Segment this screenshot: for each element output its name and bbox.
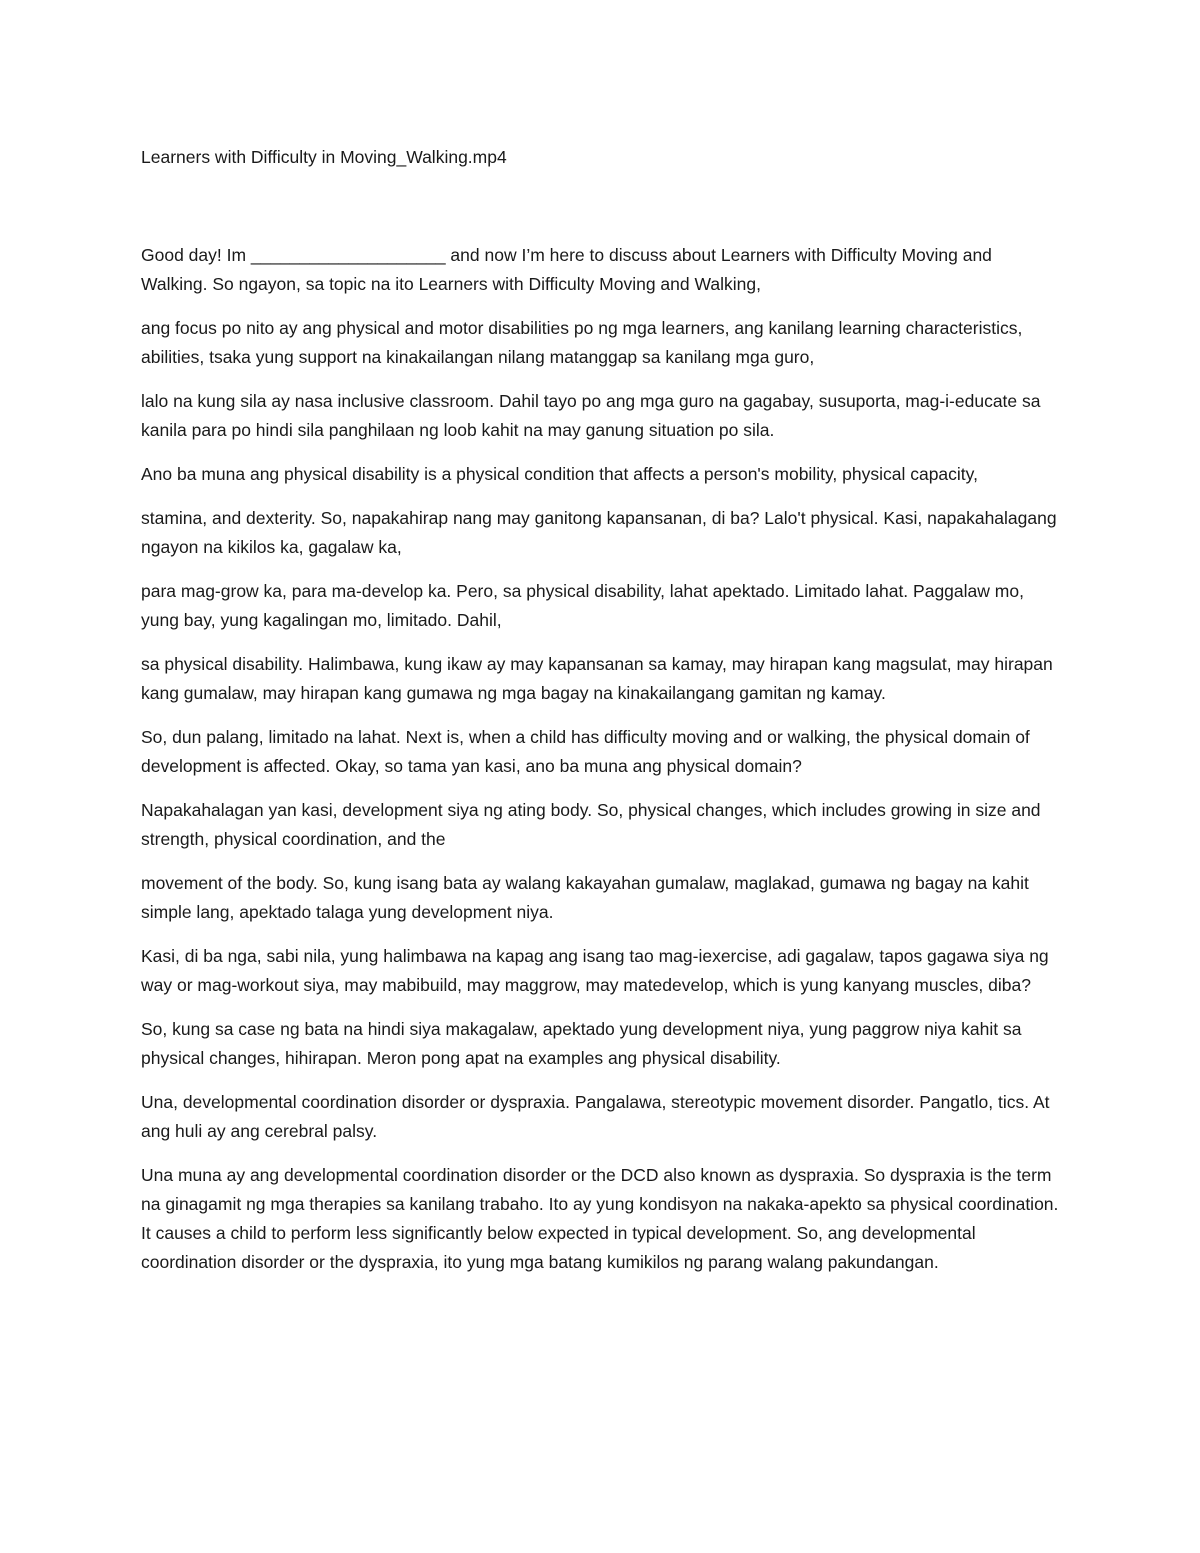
paragraph-four-examples: So, kung sa case ng bata na hindi siya makagalaw, apektado yung development niya, yung paggrow niya kahit sa physical changes, hihirapan. Meron pong apat na examples ang physical disability. [141,1019,1022,1068]
document-body [141,143,1061,1292]
paragraph-list-of-disorders: Una, developmental coordination disorder or dyspraxia. Pangalawa, stereotypic movement disorder. Pangatlo, tics. At ang huli ay ang cerebral palsy. [141,1092,1050,1141]
paragraph-movement-of-body: movement of the body. So, kung isang bata ay walang kakayahan gumalaw, maglakad, gumawa ng bagay na kahit simple lang, apektado talaga yung development niya. [141,873,1029,922]
document-title: Learners with Difficulty in Moving_Walking.mp4 [141,147,507,167]
paragraph-physical-changes: Napakahalagan yan kasi, development siya ng ating body. So, physical changes, which includes growing in size and strength, physical coordination, and the [141,800,1041,849]
paragraph-focus: ang focus po nito ay ang physical and motor disabilities po ng mga learners, ang kanilang learning characteristics, abilities, tsaka yung support na kinakailangan nilang matanggap sa kanilang mga guro, [141,318,1023,367]
paragraph-grow-develop: para mag-grow ka, para ma-develop ka. Pero, sa physical disability, lahat apektado. Limitado lahat. Paggalaw mo, yung bay, yung kagalingan mo, limitado. Dahil, [141,581,1024,630]
paragraph-example-hand: sa physical disability. Halimbawa, kung ikaw ay may kapansanan sa kamay, may hirapan kang magsulat, may hirapan kang gumalaw, may hirapan kang gumawa ng mga bagay na kinakailangang gamitan ng kamay. [141,654,1053,703]
paragraph-dyspraxia: Una muna ay ang developmental coordination disorder or the DCD also known as dyspraxia. So dyspraxia is the term na ginagamit ng mga therapies sa kanilang trabaho. Ito ay yung kondisyon na nakaka-apekto sa physical coordination. It causes a child to perform less significantly below expected in typical development. So, ang developmental coordination disorder or the dyspraxia, ito yung mga batang kumikilos ng parang walang pakundangan. [141,1165,1059,1272]
paragraph-stamina-dexterity: stamina, and dexterity. So, napakahirap nang may ganitong kapansanan, di ba? Lalo't physical. Kasi, napakahalagang ngayon na kikilos ka, gagalaw ka, [141,508,1057,557]
paragraph-exercise-example: Kasi, di ba nga, sabi nila, yung halimbawa na kapag ang isang tao mag-iexercise, adi gagalaw, tapos gagawa siya ng way or mag-workout siya, may mabibuild, may maggrow, may matedevelop, which is yung kanyang muscles, diba? [141,946,1049,995]
paragraph-intro: Good day! Im ____________________ and now I’m here to discuss about Learners with Difficulty Moving and Walking. So ngayon, sa topic na ito Learners with Difficulty Moving and Walking, [141,245,992,294]
paragraph-physical-disability-definition: Ano ba muna ang physical disability is a physical condition that affects a person's mobility, physical capacity, [141,464,978,484]
paragraph-inclusive-classroom: lalo na kung sila ay nasa inclusive classroom. Dahil tayo po ang mga guro na gagabay, susuporta, mag-i-educate sa kanila para po hindi sila panghilaan ng loob kahit na may ganung situation po sila. [141,391,1041,440]
paragraph-physical-domain: So, dun palang, limitado na lahat. Next is, when a child has difficulty moving and or walking, the physical domain of development is affected. Okay, so tama yan kasi, ano ba muna ang physical domain? [141,727,1030,776]
